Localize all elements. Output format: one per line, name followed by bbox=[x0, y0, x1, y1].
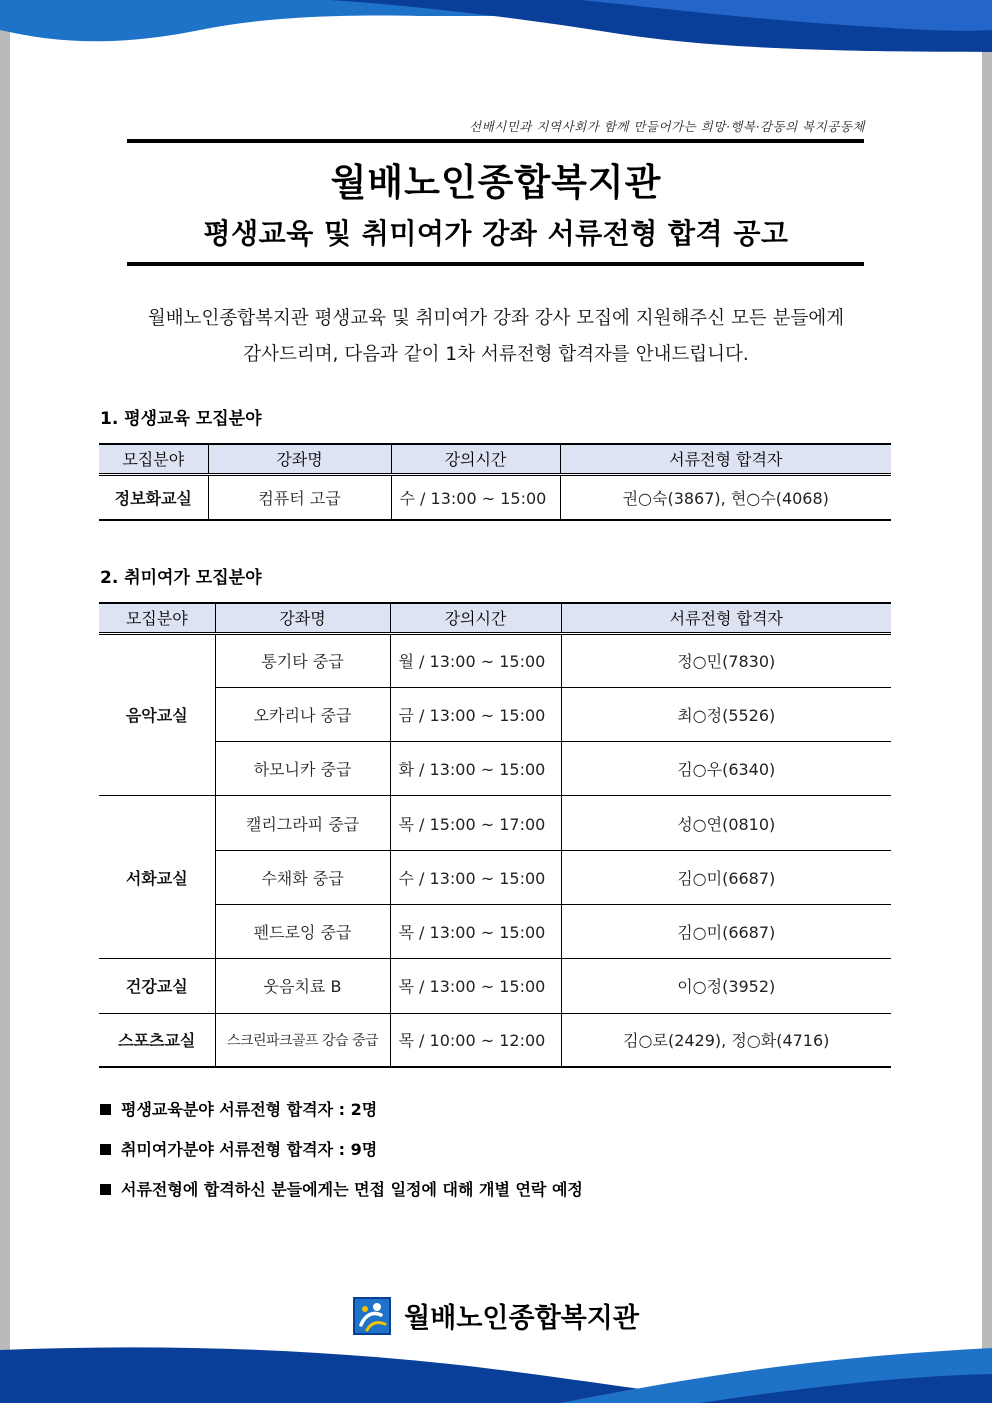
lifelong-education-table bbox=[99, 443, 891, 521]
hobby-leisure-table bbox=[99, 602, 891, 1068]
time-cell: 화 / 13:00 ~ 15:00 bbox=[390, 742, 561, 796]
intro-line-1: 월배노인종합복지관 평생교육 및 취미여가 강좌 강사 모집에 지원해주신 모든 분들에게 bbox=[147, 308, 845, 329]
table-row bbox=[99, 742, 891, 796]
header-time: 강의시간 bbox=[390, 603, 561, 633]
section-1-title: 1. 평생교육 모집분야 bbox=[100, 409, 262, 429]
org-title: 월배노인종합복지관 bbox=[330, 161, 662, 204]
course-cell: 통기타 중급 bbox=[215, 633, 390, 687]
header-course: 강좌명 bbox=[208, 444, 391, 474]
course-cell: 펜드로잉 중급 bbox=[215, 904, 390, 958]
course-cell: 스크린파크골프 강습 중급 bbox=[215, 1013, 390, 1067]
passers-cell: 권○숙(3867), 현○수(4068) bbox=[560, 474, 891, 520]
note-item: 평생교육분야 서류전형 합격자 : 2명 bbox=[100, 1098, 583, 1138]
course-cell: 수채화 중급 bbox=[215, 850, 390, 904]
passers-cell: 최○정(5526) bbox=[561, 687, 891, 741]
note-item: 서류전형에 합격하신 분들에게는 면접 일정에 대해 개별 연락 예정 bbox=[100, 1178, 583, 1218]
bottom-wave-decoration bbox=[0, 1340, 992, 1403]
header-category: 모집분야 bbox=[99, 444, 208, 474]
footer-org-name: 월배노인종합복지관 bbox=[404, 1303, 639, 1334]
course-cell: 하모니카 중급 bbox=[215, 742, 390, 796]
passers-cell: 김○미(6687) bbox=[561, 904, 891, 958]
summary-notes bbox=[100, 1098, 583, 1218]
category-cell: 서화교실 bbox=[99, 796, 215, 959]
notice-title: 평생교육 및 취미여가 강좌 서류전형 합격 공고 bbox=[203, 217, 789, 250]
course-cell: 컴퓨터 고급 bbox=[208, 474, 391, 520]
table-header-row bbox=[99, 603, 891, 633]
header-passers: 서류전형 합격자 bbox=[561, 603, 891, 633]
note-item: 취미여가분야 서류전형 합격자 : 9명 bbox=[100, 1138, 583, 1178]
table-header-row bbox=[99, 444, 891, 474]
time-cell: 목 / 10:00 ~ 12:00 bbox=[390, 1013, 561, 1067]
footer bbox=[0, 1296, 992, 1335]
category-cell: 정보화교실 bbox=[99, 474, 208, 520]
category-cell: 스포츠교실 bbox=[99, 1013, 215, 1067]
category-cell: 건강교실 bbox=[99, 959, 215, 1013]
time-cell: 수 / 13:00 ~ 15:00 bbox=[390, 850, 561, 904]
slogan-text: 선배시민과 지역사회가 함께 만들어가는 희망·행복·감동의 복지공동체 bbox=[469, 119, 865, 134]
table-row bbox=[99, 959, 891, 1013]
passers-cell: 정○민(7830) bbox=[561, 633, 891, 687]
section-2-title: 2. 취미여가 모집분야 bbox=[100, 568, 262, 588]
category-cell: 음악교실 bbox=[99, 633, 215, 796]
square-bullet-icon bbox=[100, 1104, 111, 1115]
top-wave-decoration bbox=[0, 0, 992, 60]
course-cell: 캘리그라피 중급 bbox=[215, 796, 390, 850]
header-time: 강의시간 bbox=[391, 444, 560, 474]
table-row bbox=[99, 1013, 891, 1067]
passers-cell: 김○로(2429), 정○화(4716) bbox=[561, 1013, 891, 1067]
time-cell: 금 / 13:00 ~ 15:00 bbox=[390, 687, 561, 741]
header-category: 모집분야 bbox=[99, 603, 215, 633]
time-cell: 목 / 15:00 ~ 17:00 bbox=[390, 796, 561, 850]
table-row bbox=[99, 474, 891, 520]
table-row bbox=[99, 904, 891, 958]
intro-line-2: 감사드리며, 다음과 같이 1차 서류전형 합격자를 안내드립니다. bbox=[243, 344, 749, 365]
passers-cell: 김○미(6687) bbox=[561, 850, 891, 904]
time-cell: 목 / 13:00 ~ 15:00 bbox=[390, 959, 561, 1013]
header-passers: 서류전형 합격자 bbox=[560, 444, 891, 474]
time-cell: 목 / 13:00 ~ 15:00 bbox=[390, 904, 561, 958]
welfare-center-logo-icon bbox=[353, 1297, 391, 1335]
time-cell: 월 / 13:00 ~ 15:00 bbox=[390, 633, 561, 687]
square-bullet-icon bbox=[100, 1184, 111, 1195]
title-top-rule bbox=[127, 139, 864, 143]
passers-cell: 김○우(6340) bbox=[561, 742, 891, 796]
table-row bbox=[99, 633, 891, 687]
title-bottom-rule bbox=[127, 262, 864, 266]
course-cell: 오카리나 중급 bbox=[215, 687, 390, 741]
table-row bbox=[99, 796, 891, 850]
table-row bbox=[99, 850, 891, 904]
square-bullet-icon bbox=[100, 1144, 111, 1155]
table-row bbox=[99, 687, 891, 741]
header-course: 강좌명 bbox=[215, 603, 390, 633]
passers-cell: 이○정(3952) bbox=[561, 959, 891, 1013]
time-cell: 수 / 13:00 ~ 15:00 bbox=[391, 474, 560, 520]
passers-cell: 성○연(0810) bbox=[561, 796, 891, 850]
course-cell: 웃음치료 B bbox=[215, 959, 390, 1013]
